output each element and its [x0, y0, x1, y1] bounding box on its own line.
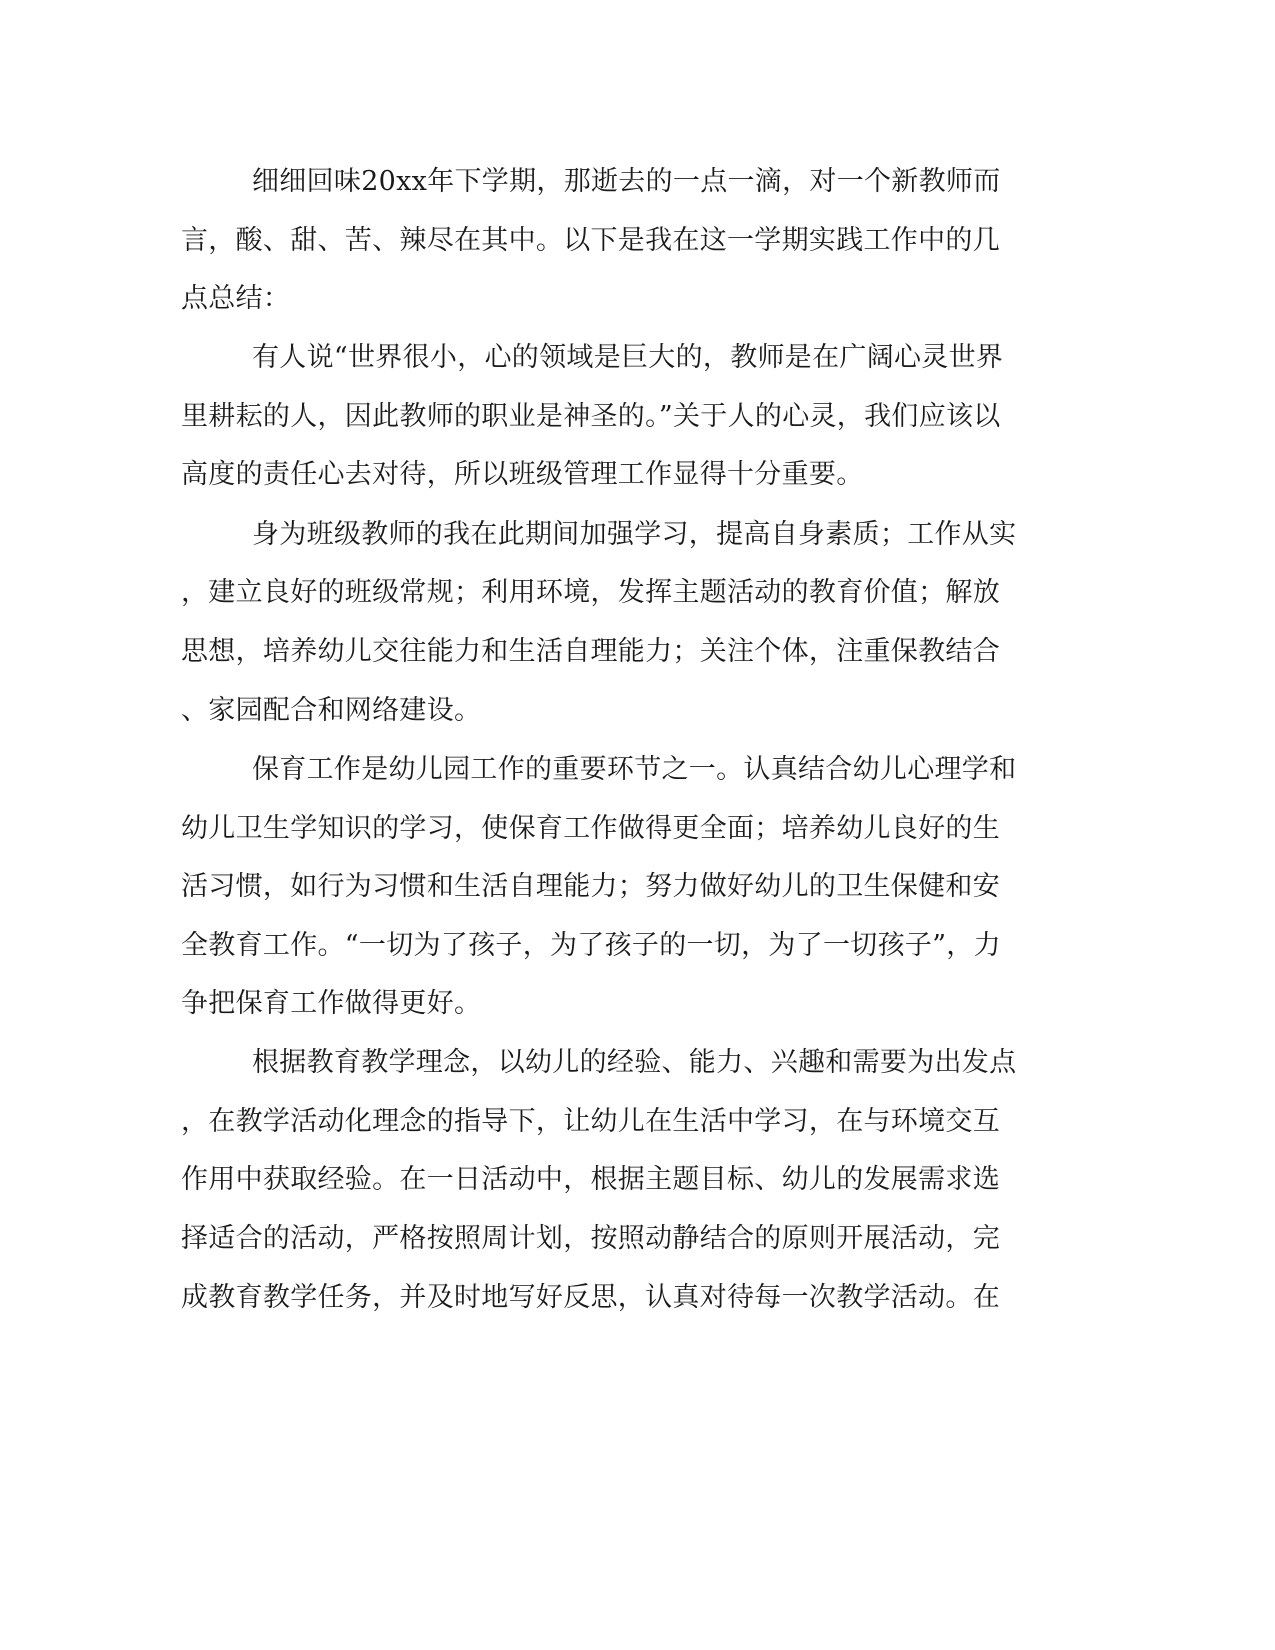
text-line: 争把保育工作做得更好。: [181, 988, 482, 1019]
text-line: 、家园配合和网络建设。: [181, 695, 482, 726]
text-line: 活习惯，如行为习惯和生活自理能力；努力做好幼儿的卫生保健和安: [181, 871, 1000, 902]
text-line: 全教育工作。“一切为了孩子，为了孩子的一切，为了一切孩子”，力: [181, 930, 1001, 961]
text-line: 根据教育教学理念，以幼儿的经验、能力、兴趣和需要为出发点: [252, 1047, 1017, 1078]
text-line: ，建立良好的班级常规；利用环境，发挥主题活动的教育价值；解放: [181, 577, 1000, 608]
text-line: 作用中获取经验。在一日活动中，根据主题目标、幼儿的发展需求选: [181, 1164, 1000, 1195]
text-line: 细细回味20xx年下学期，那逝去的一点一滴，对一个新教师而: [252, 166, 1001, 197]
text-line: 里耕耘的人，因此教师的职业是神圣的。”关于人的心灵，我们应该以: [181, 401, 1001, 432]
text-line: 保育工作是幼儿园工作的重要环节之一。认真结合幼儿心理学和: [252, 754, 1017, 785]
text-line: 择适合的活动，严格按照周计划，按照动静结合的原则开展活动，完: [181, 1223, 1000, 1254]
text-line: 身为班级教师的我在此期间加强学习，提高自身素质；工作从实: [252, 519, 1017, 550]
text-line: 幼儿卫生学知识的学习，使保育工作做得更全面；培养幼儿良好的生: [181, 813, 1000, 844]
text-line: 思想，培养幼儿交往能力和生活自理能力；关注个体，注重保教结合: [181, 636, 1000, 667]
text-line: ，在教学活动化理念的指导下，让幼儿在生活中学习，在与环境交互: [181, 1106, 1000, 1137]
text-line: 言，酸、甜、苦、辣尽在其中。以下是我在这一学期实践工作中的几: [181, 225, 1000, 256]
text-line: 有人说“世界很小，心的领域是巨大的，教师是在广阔心灵世界: [252, 342, 1004, 373]
text-line: 成教育教学任务，并及时地写好反思，认真对待每一次教学活动。在: [181, 1282, 1000, 1313]
text-line: 高度的责任心去对待，所以班级管理工作显得十分重要。: [181, 459, 864, 490]
text-line: 点总结：: [181, 283, 291, 314]
